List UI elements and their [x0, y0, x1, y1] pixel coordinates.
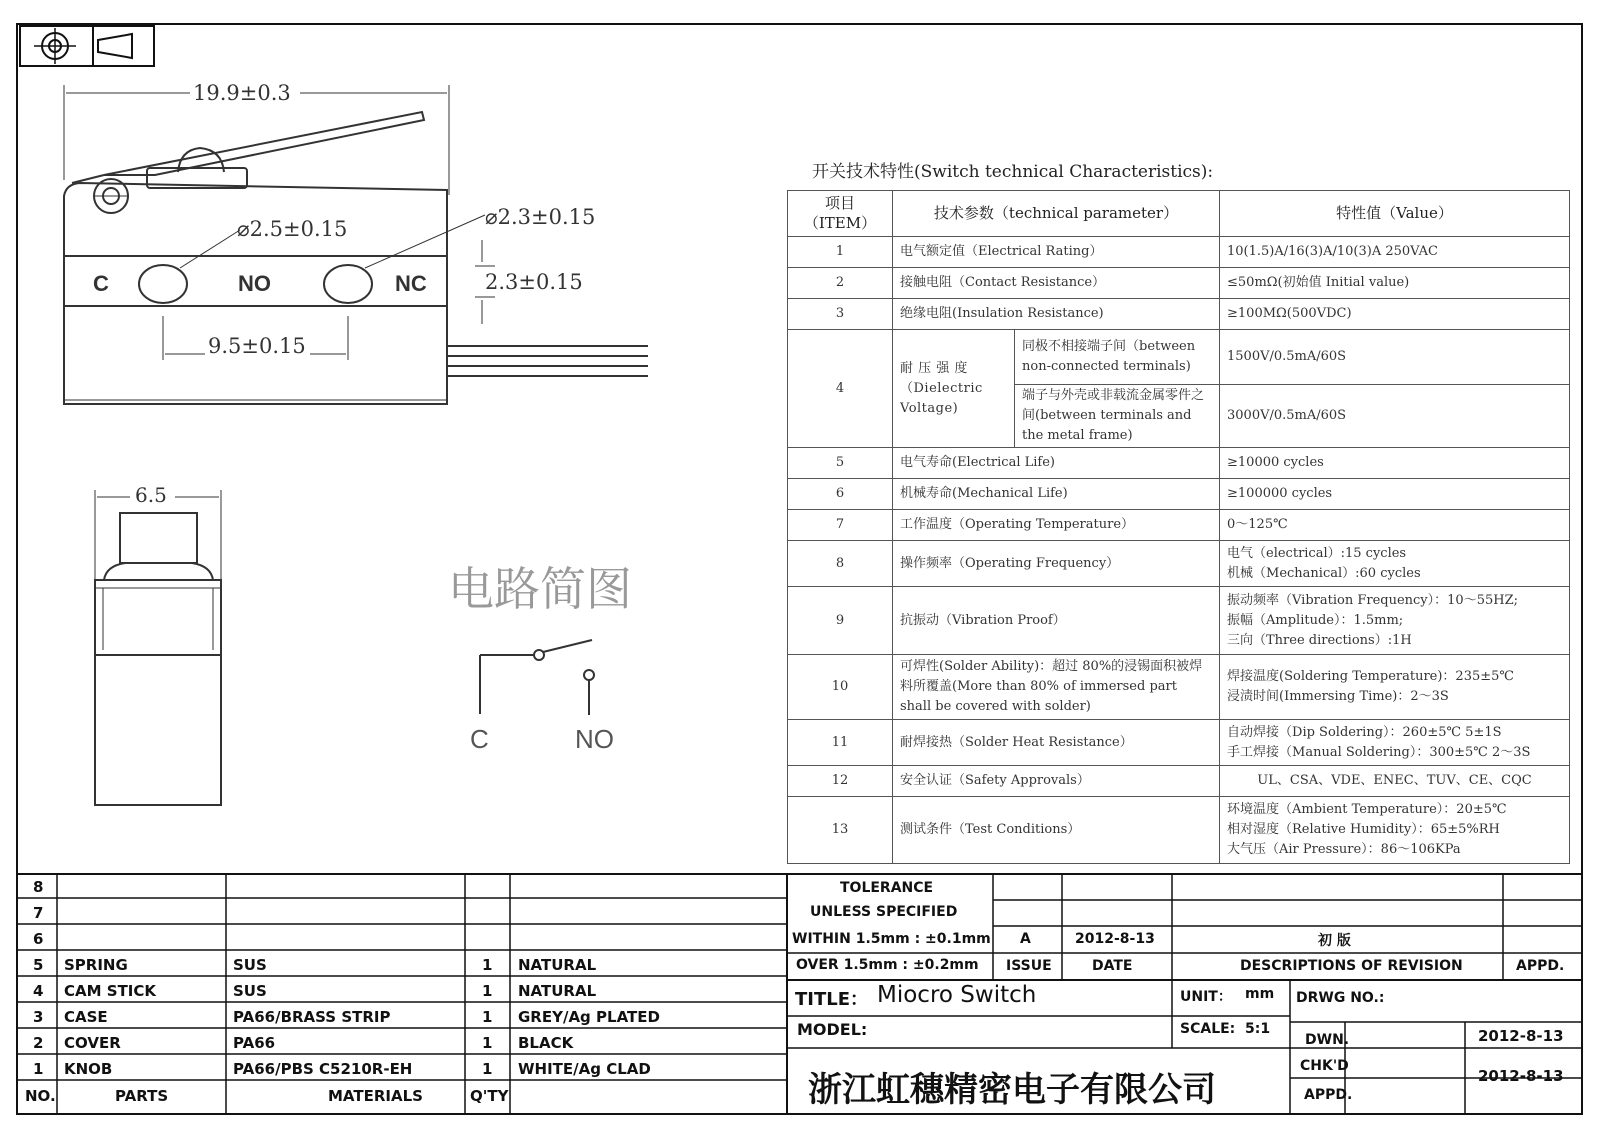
drawing-number-label: DRWG NO.:: [1296, 990, 1385, 1006]
spec-value: 10(1.5)A/16(3)A/10(3)A 250VAC: [1220, 237, 1570, 268]
unit-label: UNIT：: [1180, 989, 1232, 1005]
revision-description-label: DESCRIPTIONS OF REVISION: [1240, 958, 1463, 974]
col-value-header: 特性值（Value）: [1220, 191, 1570, 237]
switch-front-view: [95, 490, 221, 805]
spec-item-no: 10: [788, 655, 893, 720]
part-no: 2: [33, 1034, 44, 1052]
part-material: PA66: [233, 1034, 276, 1052]
part-qty: 1: [482, 956, 493, 974]
tolerance-within: WITHIN 1.5mm : ±0.1mm: [792, 931, 991, 947]
circuit-title: 电路简图: [448, 562, 632, 616]
spec-parameter: 机械寿命(Mechanical Life): [893, 479, 1220, 510]
spec-parameter: 绝缘电阻(Insulation Resistance): [893, 299, 1220, 330]
spec-row: [788, 587, 1570, 655]
spec-item-no: 4: [788, 330, 893, 448]
scale-value: 5:1: [1245, 1021, 1271, 1037]
part-name: CASE: [64, 1008, 108, 1026]
part-qty: 1: [482, 1034, 493, 1052]
spec-parameter: 安全认证（Safety Approvals）: [893, 766, 1220, 797]
spec-parameter: 电气寿命(Electrical Life): [893, 448, 1220, 479]
part-name: SPRING: [64, 956, 128, 974]
unit-value: mm: [1245, 986, 1275, 1002]
spec-parameter: 接触电阻（Contact Resistance）: [893, 268, 1220, 299]
spec-title: 开关技术特性(Switch technical Characteristics):: [812, 162, 1214, 182]
part-qty: 1: [482, 1060, 493, 1078]
drawing-title: Miocro Switch: [877, 982, 1037, 1008]
part-finish: NATURAL: [518, 982, 597, 1000]
col-param-header: 技术参数（technical parameter）: [893, 191, 1220, 237]
circuit-label-c: C: [470, 724, 489, 754]
spec-value: 0～125℃: [1220, 510, 1570, 541]
spec-value: ≤50mΩ(初始值 Initial value): [1220, 268, 1570, 299]
part-qty: 1: [482, 982, 493, 1000]
checked-date: 2012-8-13: [1478, 1067, 1564, 1085]
dim-length: 19.9±0.3: [193, 81, 291, 105]
circuit-symbol: [480, 640, 594, 715]
part-no: 7: [33, 904, 44, 922]
spec-row: [788, 720, 1570, 766]
part-finish: BLACK: [518, 1034, 574, 1052]
part-no: 6: [33, 930, 44, 948]
terminal-label-c: C: [93, 271, 109, 296]
title-label: TITLE：: [795, 989, 869, 1010]
dim-pitch: 9.5±0.15: [208, 334, 306, 358]
part-no: 1: [33, 1060, 44, 1078]
spec-item-no: 2: [788, 268, 893, 299]
date-label: DATE: [1092, 958, 1133, 974]
spec-parameter: 抗振动（Vibration Proof）: [893, 587, 1220, 655]
spec-row: [788, 448, 1570, 479]
spec-value: 1500V/0.5mA/60S: [1220, 330, 1570, 385]
part-material: PA66/PBS C5210R-EH: [233, 1060, 413, 1078]
tolerance-unless: UNLESS SPECIFIED: [810, 904, 958, 920]
spec-parameter: 电气额定值（Electrical Rating）: [893, 237, 1220, 268]
spec-item-no: 8: [788, 541, 893, 587]
part-no: 3: [33, 1008, 44, 1026]
part-material: PA66/BRASS STRIP: [233, 1008, 391, 1026]
spec-value: 自动焊接（Dip Soldering）：260±5℃ 5±1S 手工焊接（Manual Soldering）：300±5℃ 2～3S: [1220, 720, 1570, 766]
terminal-label-no: NO: [238, 271, 271, 296]
spec-value: 振动频率（Vibration Frequency）：10～55HZ; 振幅（Amplitude）：1.5mm; 三向（Three directions）:1H: [1220, 587, 1570, 655]
spec-row: [788, 299, 1570, 330]
part-no: 4: [33, 982, 44, 1000]
circuit-label-no: NO: [575, 724, 614, 754]
parts-header-qty: Q'TY: [470, 1087, 509, 1105]
spec-sub-parameter: 同极不相接端子间（between non-connected terminals): [1015, 330, 1220, 385]
spec-row: [788, 797, 1570, 864]
scale-label: SCALE:: [1180, 1021, 1236, 1037]
spec-row: [788, 766, 1570, 797]
spec-value: 环境温度（Ambient Temperature）：20±5℃ 相对湿度（Relative Humidity）：65±5%RH 大气压（Air Pressure）：86～106KPa: [1220, 797, 1570, 864]
spec-parameter: 工作温度（Operating Temperature）: [893, 510, 1220, 541]
checked-label: CHK'D: [1300, 1058, 1349, 1074]
spec-row: [788, 237, 1570, 268]
spec-value: 焊接温度(Soldering Temperature)：235±5℃ 浸渍时间(Immersing Time)：2～3S: [1220, 655, 1570, 720]
tolerance-over: OVER 1.5mm : ±0.2mm: [796, 957, 979, 973]
part-finish: WHITE/Ag CLAD: [518, 1060, 651, 1078]
spec-row: [788, 655, 1570, 720]
spec-item-no: 13: [788, 797, 893, 864]
spec-value: 电气（electrical）:15 cycles 机械（Mechanical）:60 cycles: [1220, 541, 1570, 587]
drawn-date: 2012-8-13: [1478, 1027, 1564, 1045]
spec-value: ≥100000 cycles: [1220, 479, 1570, 510]
dim-width: 6.5: [135, 483, 167, 507]
drawn-label: DWN.: [1305, 1032, 1350, 1048]
spec-item-no: 12: [788, 766, 893, 797]
date-value: 2012-8-13: [1075, 931, 1155, 947]
part-material: SUS: [233, 956, 267, 974]
spec-item-no: 1: [788, 237, 893, 268]
parts-header-no: NO.: [25, 1087, 56, 1105]
spec-item-no: 11: [788, 720, 893, 766]
terminal-label-nc: NC: [395, 271, 427, 296]
spec-item-no: 6: [788, 479, 893, 510]
part-name: KNOB: [64, 1060, 113, 1078]
company-name: 浙江虹穗精密电子有限公司: [808, 1070, 1216, 1110]
spec-parameter: 耐焊接热（Solder Heat Resistance）: [893, 720, 1220, 766]
spec-row: [788, 268, 1570, 299]
spec-value: ≥100MΩ(500VDC): [1220, 299, 1570, 330]
part-material: SUS: [233, 982, 267, 1000]
spec-item-no: 9: [788, 587, 893, 655]
switch-side-view: [64, 85, 648, 404]
spec-row: [788, 510, 1570, 541]
parts-header-parts: PARTS: [115, 1087, 169, 1105]
part-name: COVER: [64, 1034, 121, 1052]
part-qty: 1: [482, 1008, 493, 1026]
spec-parameter: 耐 压 强 度（Dielectric Voltage): [893, 330, 1015, 448]
col-item-header: 项目（ITEM）: [788, 191, 893, 237]
tolerance-label: TOLERANCE: [840, 880, 934, 896]
part-no: 8: [33, 878, 44, 896]
part-no: 5: [33, 956, 44, 974]
spec-item-no: 7: [788, 510, 893, 541]
spec-value: ≥10000 cycles: [1220, 448, 1570, 479]
spec-table: [787, 190, 1570, 864]
revision-value: 初 版: [1318, 933, 1351, 949]
dim-hole2: ⌀2.3±0.15: [485, 205, 596, 229]
model-label: MODEL:: [797, 1020, 868, 1039]
spec-row: [788, 541, 1570, 587]
spec-sub-parameter: 端子与外壳或非载流金属零件之间(between terminals and the metal frame): [1015, 385, 1220, 448]
spec-parameter: 可焊性(Solder Ability)：超过 80%的浸锡面积被焊料所覆盖(More than 80% of immersed part shall be covered with solder): [893, 655, 1220, 720]
spec-parameter: 测试条件（Test Conditions）: [893, 797, 1220, 864]
issue-label: ISSUE: [1006, 958, 1052, 974]
part-finish: GREY/Ag PLATED: [518, 1008, 660, 1026]
approved-label: APPD.: [1304, 1087, 1353, 1103]
part-finish: NATURAL: [518, 956, 597, 974]
appd-label: APPD.: [1516, 958, 1565, 974]
part-name: CAM STICK: [64, 982, 157, 1000]
issue-value: A: [1020, 931, 1031, 947]
spec-item-no: 3: [788, 299, 893, 330]
spec-value: UL、CSA、VDE、ENEC、TUV、CE、CQC: [1220, 766, 1570, 797]
projection-symbol-icon: [20, 26, 154, 66]
dim-hole1: ⌀2.5±0.15: [237, 217, 348, 241]
parts-header-materials: MATERIALS: [328, 1087, 423, 1105]
spec-item-no: 5: [788, 448, 893, 479]
dim-height: 2.3±0.15: [485, 270, 583, 294]
spec-value: 3000V/0.5mA/60S: [1220, 385, 1570, 448]
spec-parameter: 操作频率（Operating Frequency）: [893, 541, 1220, 587]
spec-row: [788, 479, 1570, 510]
